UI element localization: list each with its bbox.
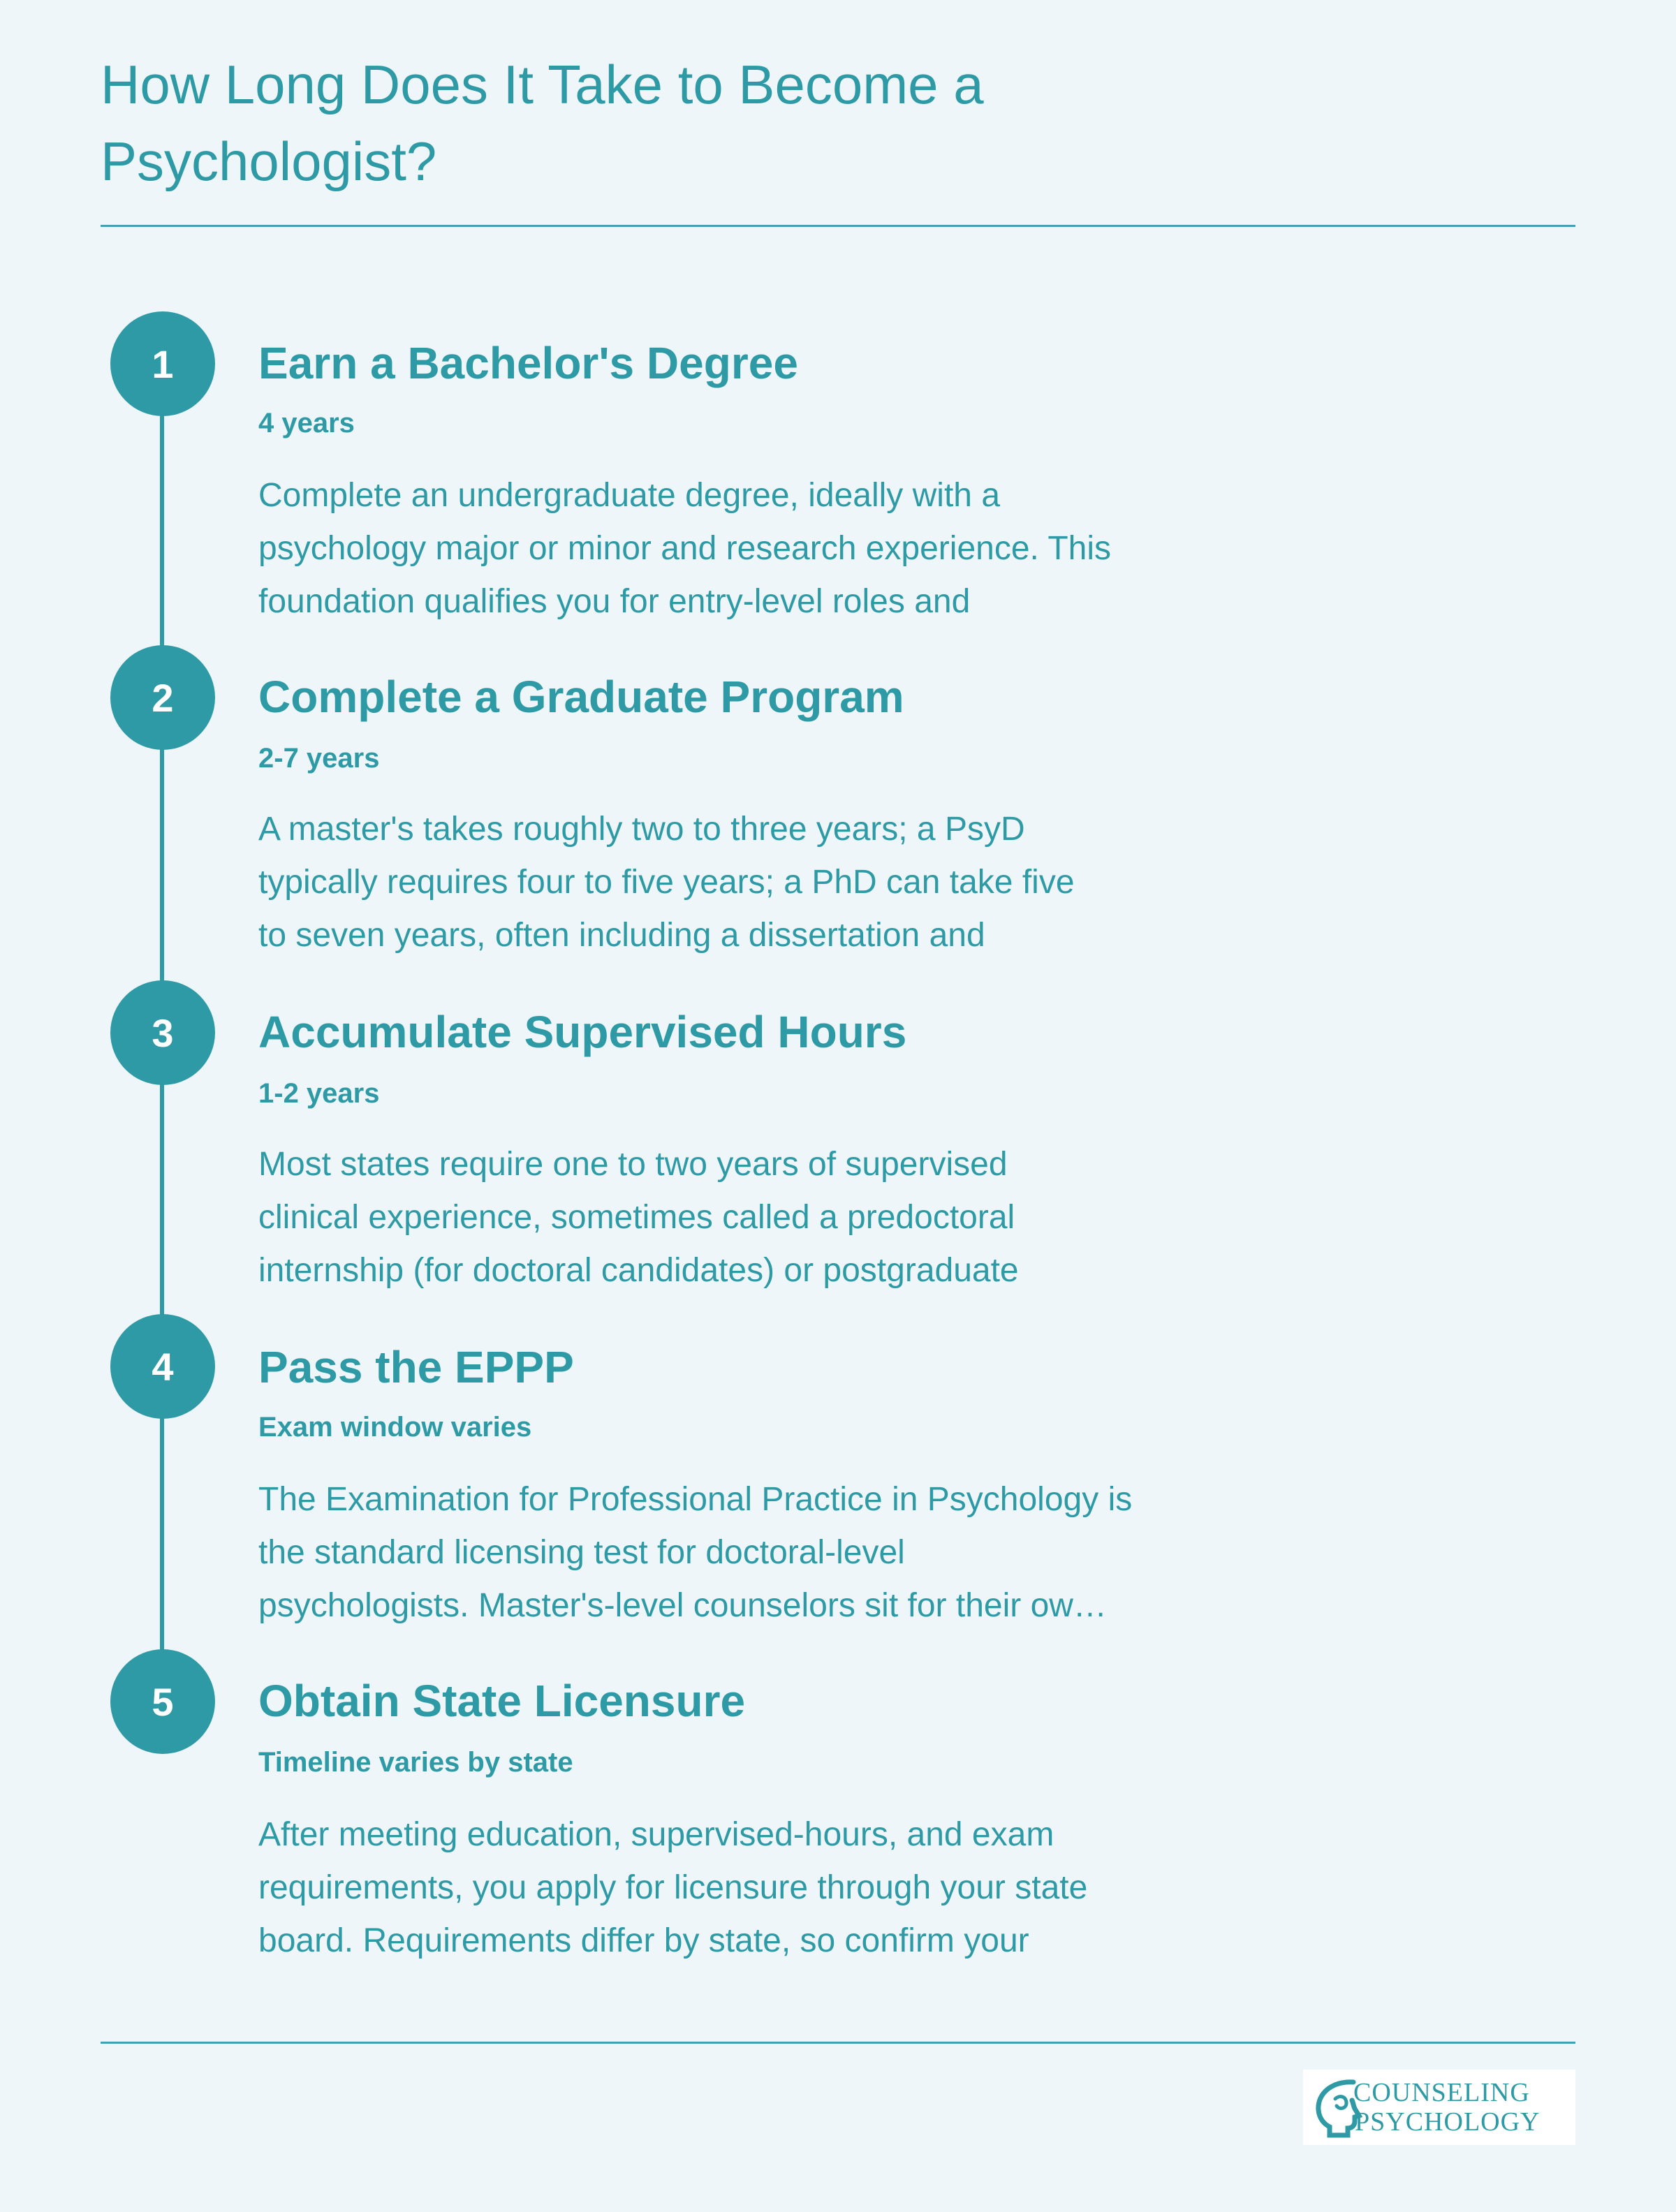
step-description: Most states require one to two years of supervised clinical experience, sometimes called a predoctoral internship (for doctoral candidates) or postgraduate (258, 1146, 1019, 1289)
step-title: Complete a Graduate Program (258, 672, 904, 722)
bottom-divider (101, 2042, 1575, 2044)
step-duration: 1-2 years (258, 1078, 380, 1109)
step-title: Accumulate Supervised Hours (258, 1007, 907, 1057)
step-title: Pass the EPPP (258, 1342, 574, 1392)
step-duration: 2-7 years (258, 743, 380, 774)
page-title: How Long Does It Take to Become a Psychologist? (101, 54, 984, 192)
step-description: A master's takes roughly two to three years; a PsyD typically requires four to five years; a PhD can take five to seven years, often including a dissertation and (258, 811, 1075, 954)
step-duration: 4 years (258, 408, 355, 438)
top-divider (101, 225, 1575, 227)
step-description: After meeting education, supervised-hours, and exam requirements, you apply for licensure through your state board. Requirements differ by state, so confirm your (258, 1816, 1088, 1959)
counseling-psychology-logo (1303, 2070, 1575, 2145)
step-number-badge: 1 (110, 311, 215, 416)
step-duration: Timeline varies by state (258, 1747, 573, 1778)
step-number-badge: 3 (110, 980, 215, 1085)
step-description: The Examination for Professional Practice in Psychology is the standard licensing test for doctoral-level psychologists. Master's-level counselors sit for their ow… (258, 1481, 1133, 1624)
step-duration: Exam window varies (258, 1412, 532, 1443)
step-title: Obtain State Licensure (258, 1676, 746, 1726)
step-number-badge: 4 (110, 1314, 215, 1419)
step-description: Complete an undergraduate degree, ideally with a psychology major or minor and research experience. This foundation qualifies you for entry-level roles and (258, 477, 1112, 620)
step-number-badge: 5 (110, 1649, 215, 1754)
logo-line-1: COUNSELING (1353, 2078, 1530, 2107)
step-number-badge: 2 (110, 645, 215, 750)
logo-line-2: PSYCHOLOGY (1355, 2107, 1541, 2137)
step-title: Earn a Bachelor's Degree (258, 338, 798, 388)
